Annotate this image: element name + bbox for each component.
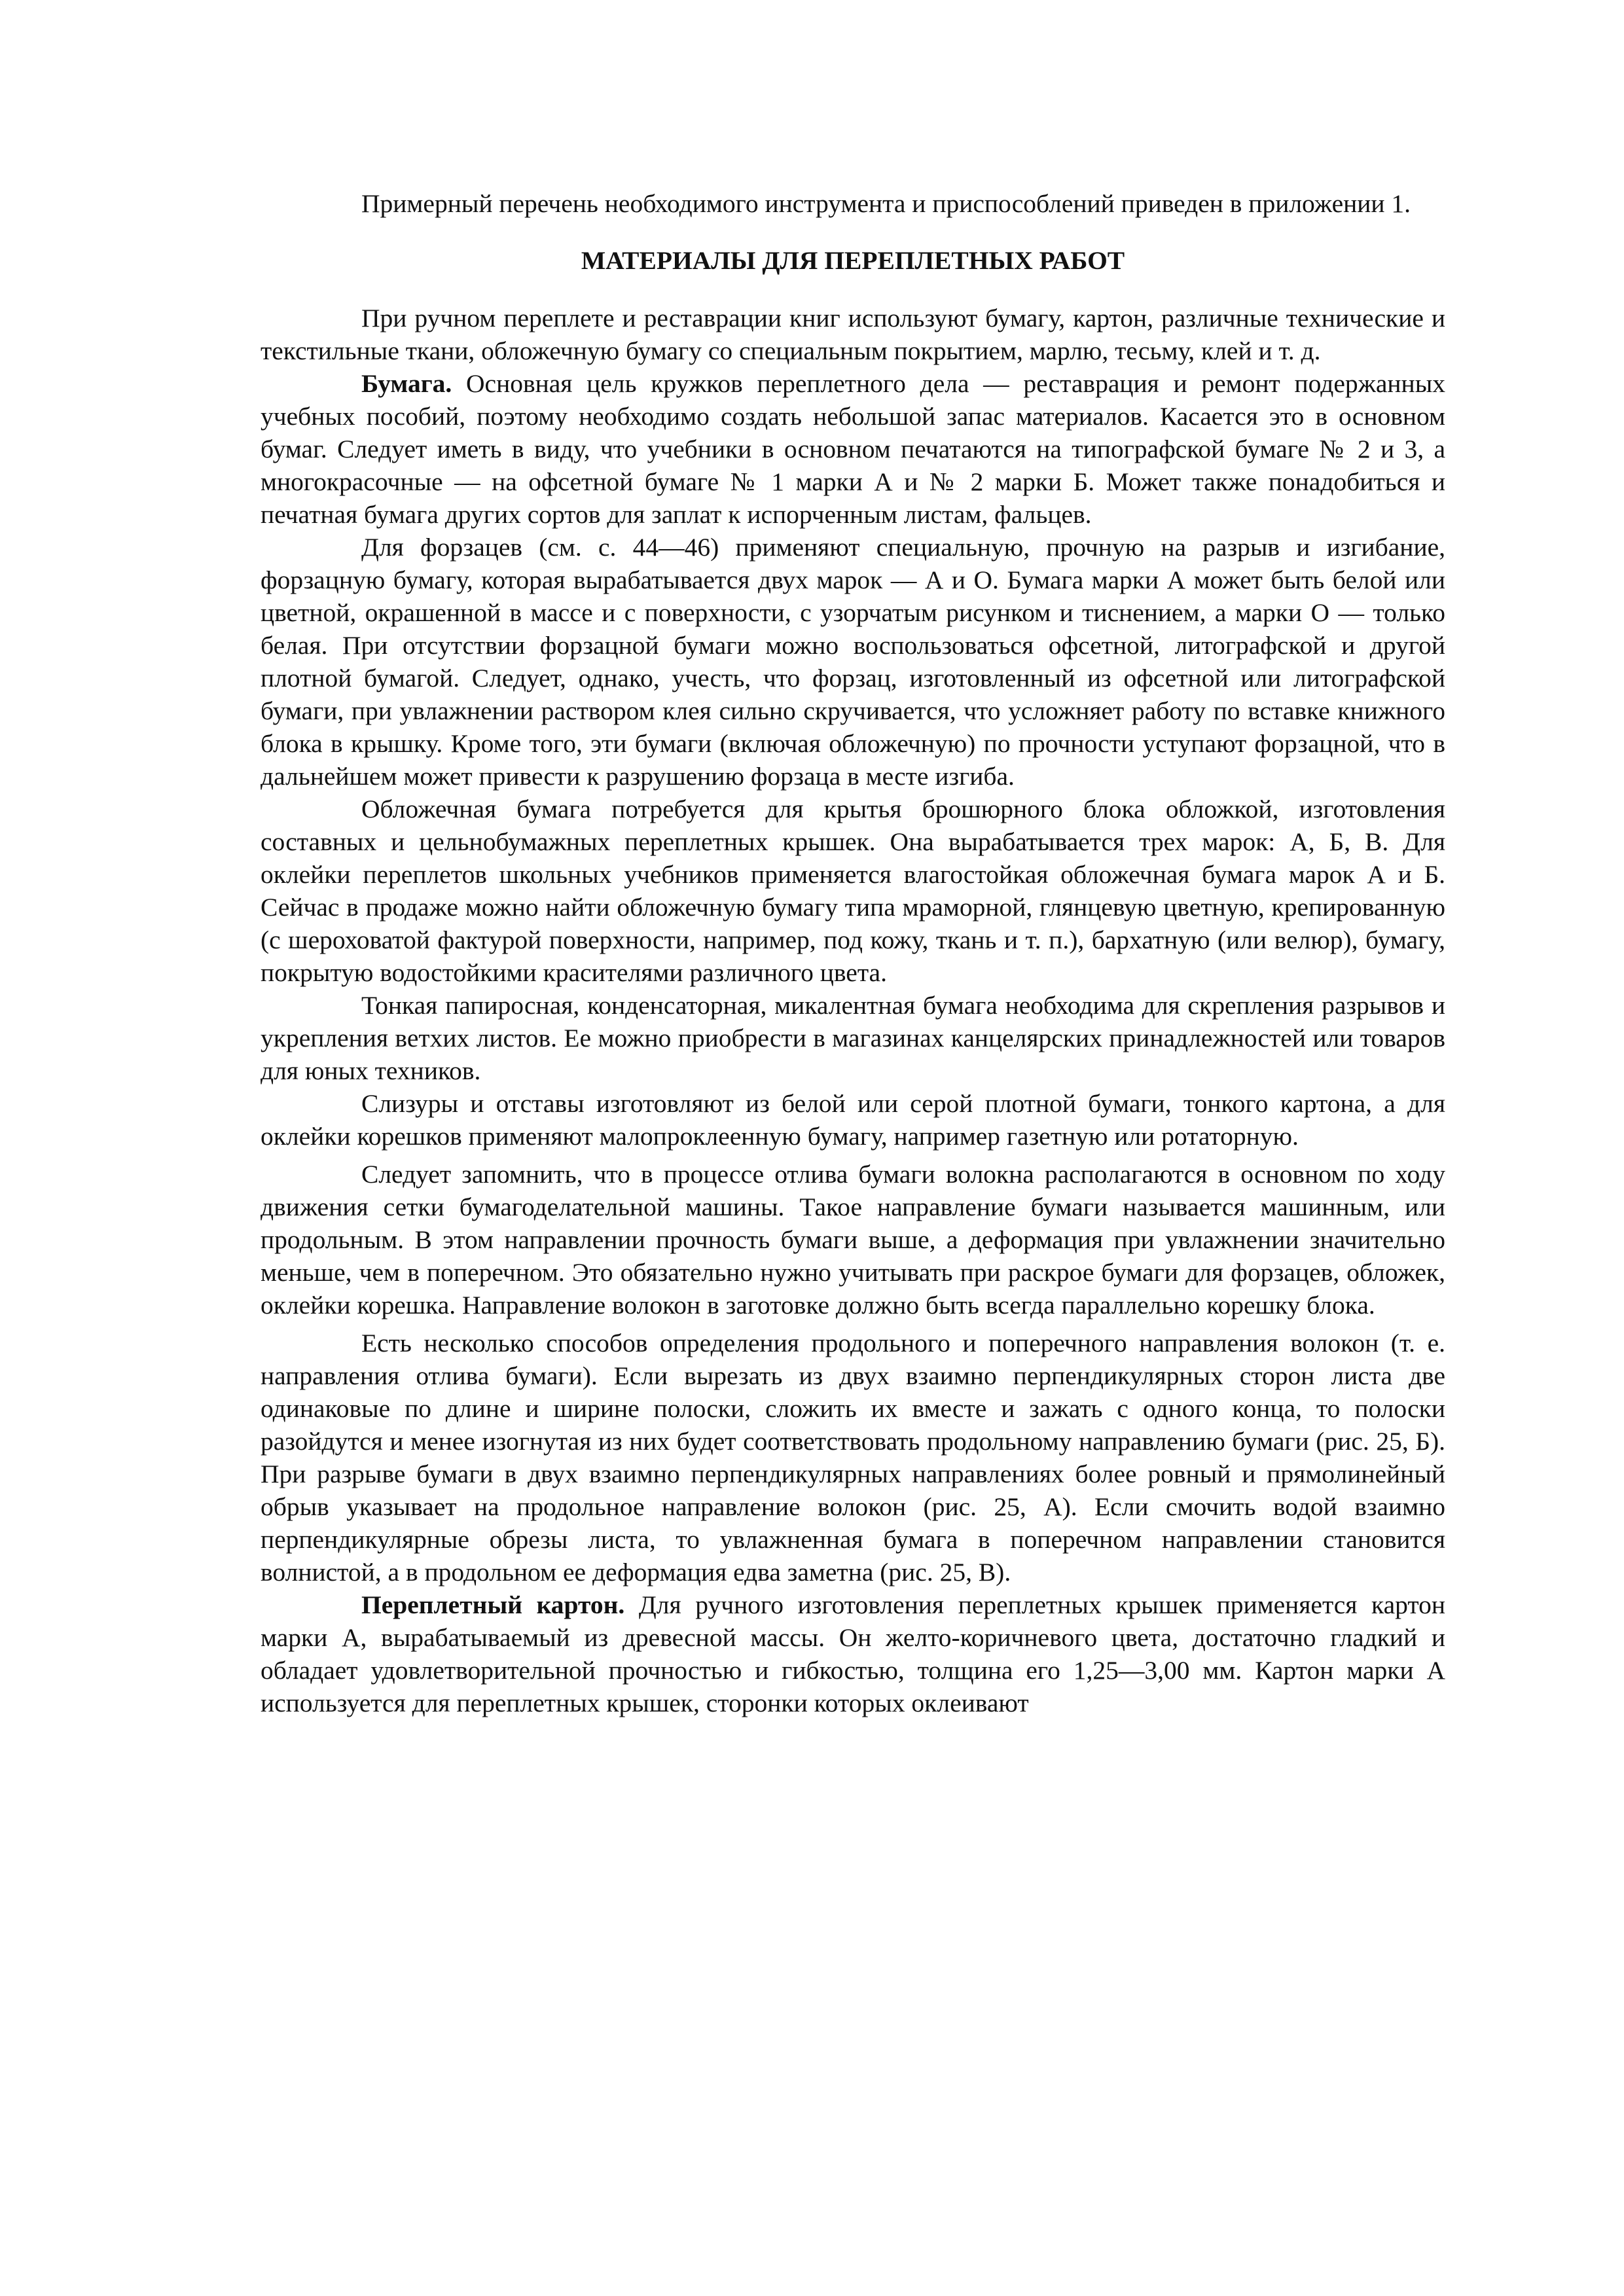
section-heading: МАТЕРИАЛЫ ДЛЯ ПЕРЕПЛЕТНЫХ РАБОТ bbox=[581, 246, 1125, 275]
paragraph-binding-board-text: Для ручного изготовления переплетных крышек применяется картон марки А, вырабатываемый из древесной массы. Он желто-коричневого цвета, достаточно гладкий и обладает удовлетворительной прочностью и гибкостью, толщина его 1,25—3,00 мм. Картон марки А используется для переплетных крышек, сторонки которых оклеивают bbox=[261, 1590, 1446, 1717]
intro-paragraph: Примерный перечень необходимого инструмента и приспособлений приведен в приложении 1. bbox=[361, 189, 1411, 218]
paragraph-grain-methods: Есть несколько способов определения продольного и поперечного направления волокон (т. е. направления отлива бумаги). Если вырезать из двух взаимно перпендикулярных сторон листа две одинаковые по длине и ширине полоски, сложить их вместе и зажать с одного конца, то полоски разойдутся и менее изогнутая из них будет соответствовать продольному направлению бумаги (рис. 25, Б). При разрыве бумаги в двух взаимно перпендикулярных направлениях более ровный и прямолинейный обрыв указывает на продольное направление волокон (рис. 25, А). Если смочить водой взаимно перпендикулярные обрезы листа, то увлажненная бумага в поперечном направлении становится волнистой, а в продольном ее деформация едва заметна (рис. 25, В). bbox=[261, 1329, 1445, 1587]
paragraph-binding-board bbox=[261, 1588, 1445, 1719]
paragraph-binding-board-lead: Переплетный картон. bbox=[361, 1590, 625, 1619]
paragraph-paper-text: Основная цель кружков переплетного дела — реставрация и ремонт подержанных учебных пособий, поэтому необходимо создать небольшой запас материалов. Касается это в основном бумаг. Следует иметь в виду, что учебники в основном печатаются на типографской бумаге № 2 и 3, а многокрасочные — на офсетной бумаге № 1 марки А и № 2 марки Б. Может также понадобиться и печатная бумага других сортов для заплат к испорченным листам, фальцев. bbox=[261, 369, 1445, 529]
paragraph-cover-paper: Обложечная бумага потребуется для крытья брошюрного блока обложкой, изготовления составных и цельнобумажных переплетных крышек. Она вырабатывается трех марок: А, Б, В. Для оклейки переплетов школьных учебников применяется влагостойкая обложечная бумага марок А и Б. Сейчас в продаже можно найти обложечную бумагу типа мраморной, глянцевую цветную, крепированную (с шероховатой фактурой поверхности, например, под кожу, ткань и т. п.), бархатную (или велюр), бумагу, покрытую водостойкими красителями различного цвета. bbox=[261, 795, 1445, 987]
paragraph-slizury: Слизуры и отставы изготовляют из белой или серой плотной бумаги, тонкого картона, а для оклейки корешков применяют малопроклеенную бумагу, например газетную или ротаторную. bbox=[261, 1089, 1445, 1151]
page-body bbox=[261, 187, 1445, 1719]
paragraph-endpapers: Для форзацев (см. с. 44—46) применяют специальную, прочную на разрыв и изгибание, форзацную бумагу, которая вырабатывается двух марок — А и О. Бумага марки А может быть белой или цветной, окрашенной в массе и с поверхности, с узорчатым рисунком и тиснением, а марки О — только белая. При отсутствии форзацной бумаги можно воспользоваться офсетной, литографской и другой плотной бумагой. Следует, однако, учесть, что форзац, изготовленный из офсетной или литографской бумаги, при увлажнении раствором клея сильно скручивается, что усложняет работу по вставке книжного блока в крышку. Кроме того, эти бумаги (включая обложечную) по прочности уступают форзацной, что в дальнейшем может привести к разрушению форзаца в месте изгиба. bbox=[261, 533, 1445, 791]
paragraph-paper bbox=[261, 367, 1445, 531]
paragraph-grain-direction: Следует запомнить, что в процессе отлива бумаги волокна располагаются в основном по ходу движения сетки бумагоделательной машины. Такое направление бумаги называется машинным, или продольным. В этом направлении прочность бумаги выше, а деформация при увлажнении значительно меньше, чем в поперечном. Это обязательно нужно учитывать при раскрое бумаги для форзацев, обложек, оклейки корешка. Направление волокон в заготовке должно быть всегда параллельно корешку блока. bbox=[261, 1160, 1445, 1319]
paragraph-thin-paper: Тонкая папиросная, конденсаторная, микалентная бумага необходима для скрепления разрывов и укрепления ветхих листов. Ее можно приобрести в магазинах канцелярских принадлежностей или товаров для юных техников. bbox=[261, 991, 1445, 1085]
paragraph-materials: При ручном переплете и реставрации книг используют бумагу, картон, различные технические и текстильные ткани, обложечную бумагу со специальным покрытием, марлю, тесьму, клей и т. д. bbox=[261, 304, 1445, 365]
paragraph-paper-lead: Бумага. bbox=[361, 369, 452, 398]
